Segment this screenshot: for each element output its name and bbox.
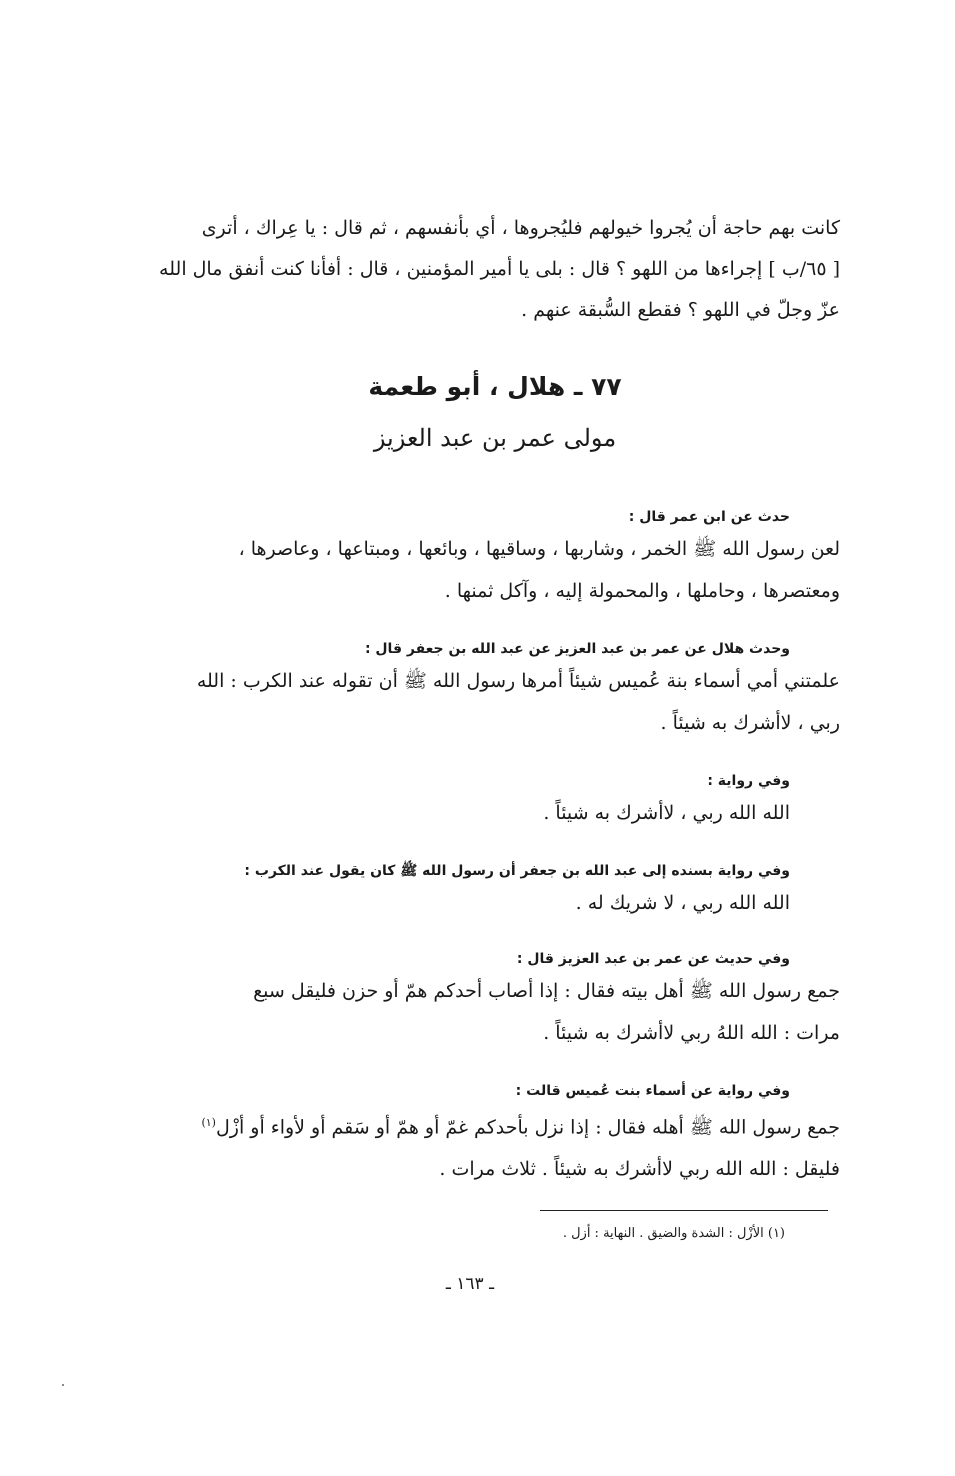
section-subtitle: مولى عمر بن عبد العزيز [373,424,617,452]
narration-intro: وحدث هلال عن عمر بن عبد العزيز عن عبد الله بن جعفر قال : [364,641,790,657]
narration-line: الله الله ربي ، لاأشرك به شيئاً . [543,802,790,824]
narration-intro: وفي حديث عن عمر بن عبد العزيز قال : [516,951,790,967]
narration-3 [150,770,840,834]
narration-line: جمع رسول الله ﷺ أهل بيته فقال : إذا أصاب أحدكم همّ أو حزن فليقل سبع [253,980,840,1002]
footnote: (١) الأزْل : الشدة والضيق . النهاية : أزل . [562,1226,785,1241]
paragraph-line: عزّ وجلّ في اللهو ؟ فقطع السُّبقة عنهم . [521,299,840,321]
narration-line: الله الله ربي ، لا شريك له . [575,892,790,914]
scan-speck [62,1384,64,1386]
narration-text: جمع رسول الله ﷺ أهله فقال : إذا نزل بأحدكم غمّ أو همّ أو سَقم أو لأواء أو أزْل [215,1116,840,1139]
narration-line: علمتني أمي أسماء بنة عُميس شيئاً أمرها رسول الله ﷺ أن تقوله عند الكرب : الله [196,670,840,692]
narration-4 [150,860,840,924]
paragraph-line: [ ٦٥/ب ] إجراءها من اللهو ؟ قال : بلى يا أمير المؤمنين ، قال : أفأنا كنت أنفق مال الله [159,258,840,280]
narration-line: فليقل : الله الله ربي لاأشرك به شيئاً . ثلاث مرات . [439,1158,840,1181]
section-title: ٧٧ ـ هلال ، أبو طعمة [368,372,622,401]
narration-line: ربي ، لاأشرك به شيئاً . [660,712,840,734]
narration-line [150,1102,840,1148]
page-number: ـ ١٦٣ ـ [445,1274,495,1294]
narration-intro: وفي رواية بسنده إلى عبد الله بن جعفر أن رسول الله ﷺ كان يقول عند الكرب : [244,863,790,879]
paragraph-line: كانت بهم حاجة أن يُجروا خيولهم فليُجروها ، أي بأنفسهم ، ثم قال : يا عِراك ، أترى [201,217,840,239]
footnote-marker[interactable]: (١) [201,1116,216,1129]
narration-line: مرات : الله اللهُ ربي لاأشرك به شيئاً . [543,1022,840,1044]
narration-5 [150,948,840,1054]
narration-intro: وفي رواية : [707,773,790,789]
narration-intro: حدث عن ابن عمر قال : [628,509,790,525]
narration-6 [150,1080,840,1190]
opening-paragraph [150,208,840,331]
narration-intro: وفي رواية عن أسماء بنت عُميس قالت : [515,1083,790,1099]
narration-line: ومعتصرها ، وحاملها ، والمحمولة إليه ، وآكل ثمنها . [444,580,840,602]
footnote-divider [540,1210,828,1211]
narration-line: لعن رسول الله ﷺ الخمر ، وشاربها ، وساقيها ، وبائعها ، ومبتاعها ، وعاصرها ، [238,538,840,560]
narration-1 [150,506,840,612]
narration-2 [150,638,840,744]
